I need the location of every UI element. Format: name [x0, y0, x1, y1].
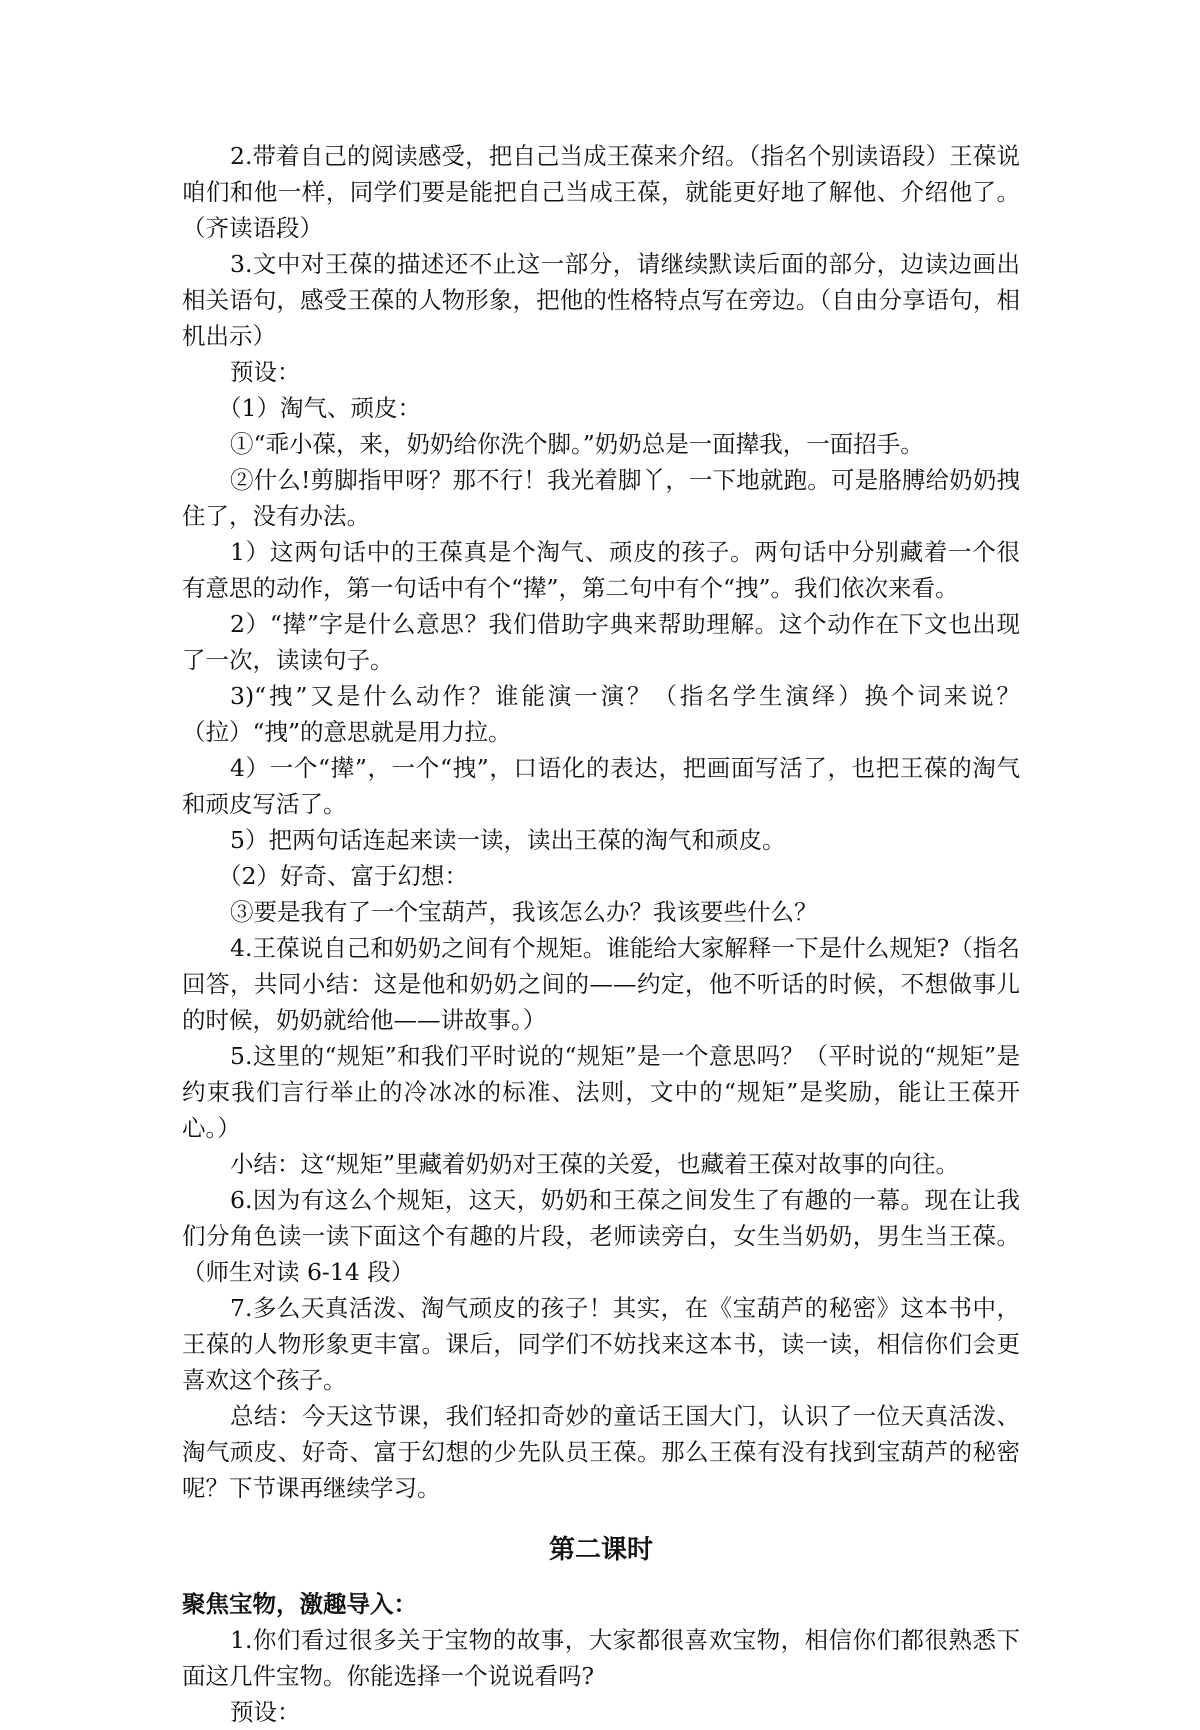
paragraph: 小结：这“规矩”里藏着奶奶对王葆的关爱，也藏着王葆对故事的向往。 [230, 1150, 960, 1178]
paragraph: 4）一个“撵”，一个“拽”，口语化的表达，把画面写活了，也把王葆的淘气和顽皮写活了。 [182, 754, 1020, 818]
paragraph: 1）这两句话中的王葆真是个淘气、顽皮的孩子。两句话中分别藏着一个很有意思的动作，第一句话中有个“撵”，第二句中有个“拽”。我们依次来看。 [182, 538, 1020, 602]
paragraph: 2.带着自己的阅读感受，把自己当成王葆来介绍。（指名个别读语段）王葆说咱们和他一样，同学们要是能把自己当成王葆，就能更好地了解他、介绍他了。（齐读语段） [182, 142, 1020, 242]
paragraph: 3)“拽”又是什么动作？谁能演一演？（指名学生演绎）换个词来说？（拉）“拽”的意思就是用力拉。 [182, 682, 1020, 746]
section-heading: 聚焦宝物，激趣导入： [182, 1590, 417, 1618]
paragraph: （2）好奇、富于幻想： [218, 862, 468, 890]
lesson-one-body [182, 138, 1020, 1506]
paragraph: 预设： [230, 1698, 301, 1726]
paragraph: ②什么!剪脚指甲呀？那不行！我光着脚丫，一下地就跑。可是胳膊给奶奶拽住了，没有办法。 [182, 466, 1020, 530]
paragraph: 4.王葆说自己和奶奶之间有个规矩。谁能给大家解释一下是什么规矩?（指名回答，共同小结：这是他和奶奶之间的——约定，他不听话的时候，不想做事儿的时候，奶奶就给他——讲故事。） [182, 934, 1020, 1034]
paragraph: （1）淘气、顽皮： [218, 394, 421, 422]
paragraph: 1.你们看过很多关于宝物的故事，大家都很喜欢宝物，相信你们都很熟悉下面这几件宝物。你能选择一个说说看吗? [182, 1626, 1020, 1690]
paragraph: 5）把两句话连起来读一读，读出王葆的淘气和顽皮。 [230, 826, 786, 854]
paragraph: 预设： [230, 358, 301, 386]
lesson-title: 第二课时 [548, 1535, 653, 1565]
paragraph: 2）“撵”字是什么意思？我们借助字典来帮助理解。这个动作在下文也出现了一次，读读句子。 [182, 610, 1020, 674]
paragraph: 总结：今天这节课，我们轻扣奇妙的童话王国大门，认识了一位天真活泼、淘气顽皮、好奇、富于幻想的少先队员王葆。那么王葆有没有找到宝葫芦的秘密呢？下节课再继续学习。 [182, 1402, 1020, 1502]
paragraph: 6.因为有这么个规矩，这天，奶奶和王葆之间发生了有趣的一幕。现在让我们分角色读一读下面这个有趣的片段，老师读旁白，女生当奶奶，男生当王葆。（师生对读 6-14 段） [182, 1186, 1020, 1286]
paragraph: ①“乖小葆，来，奶奶给你洗个脚。”奶奶总是一面撵我，一面招手。 [230, 430, 924, 458]
paragraph: 7.多么天真活泼、淘气顽皮的孩子！其实，在《宝葫芦的秘密》这本书中，王葆的人物形象更丰富。课后，同学们不妨找来这本书，读一读，相信你们会更喜欢这个孩子。 [182, 1294, 1020, 1394]
lesson-two-body [182, 1622, 1020, 1730]
paragraph: 5.这里的“规矩”和我们平时说的“规矩”是一个意思吗？（平时说的“规矩”是约束我们言行举止的冷冰冰的标准、法则，文中的“规矩”是奖励，能让王葆开心。） [182, 1042, 1020, 1142]
paragraph: 3.文中对王葆的描述还不止这一部分，请继续默读后面的部分，边读边画出相关语句，感受王葆的人物形象，把他的性格特点写在旁边。（自由分享语句，相机出示） [182, 250, 1020, 350]
paragraph: ③要是我有了一个宝葫芦，我该怎么办？我该要些什么？ [230, 898, 818, 926]
